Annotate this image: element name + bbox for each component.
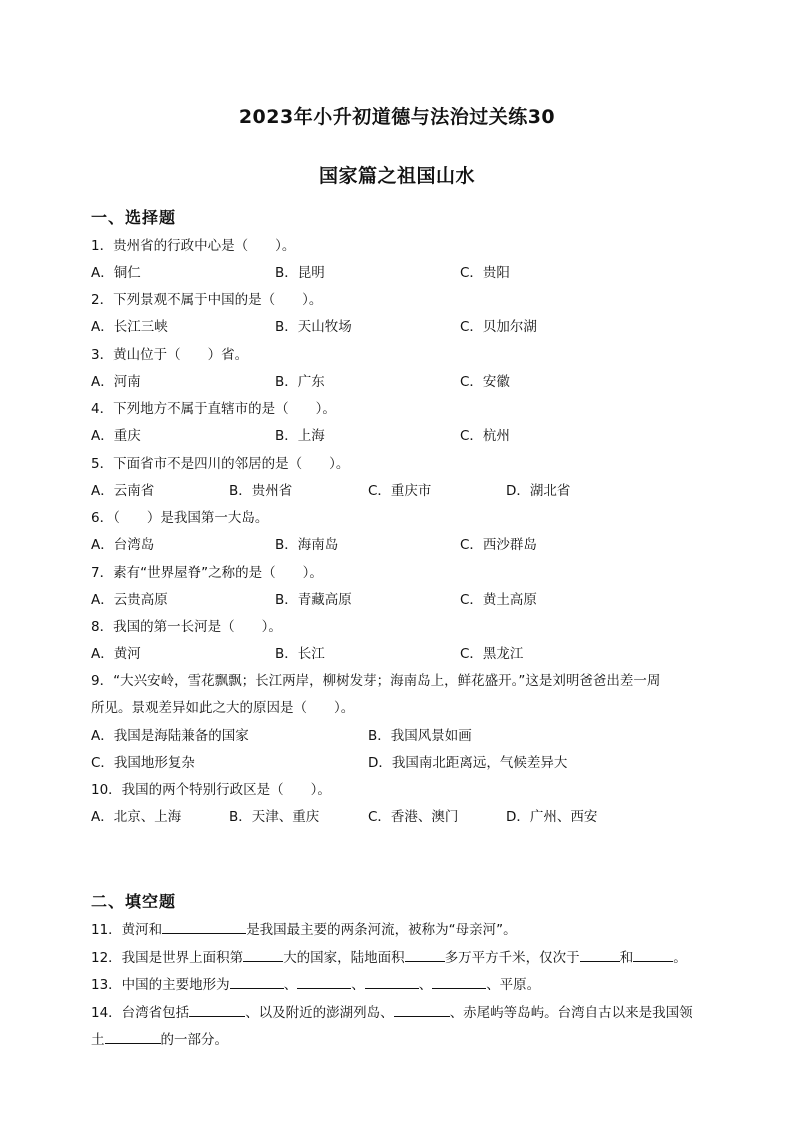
option: B．天山牧场 xyxy=(275,319,352,335)
option: A．云贵高原 xyxy=(91,592,168,608)
answer-blank[interactable] xyxy=(580,947,620,962)
question-stem: 6．（ ）是我国第一大岛。 xyxy=(91,510,269,526)
option: A．河南 xyxy=(91,374,141,390)
question-stem-continued: 所见。景观差异如此之大的原因是（ ）。 xyxy=(91,700,355,716)
answer-blank[interactable] xyxy=(189,1002,245,1017)
fill-question: 11．黄河和 是我国最主要的两条河流，被称为“母亲河”。 xyxy=(91,919,711,939)
fill-question: 13．中国的主要地形为 、 、 、 、平原。 xyxy=(91,974,711,994)
option: B．昆明 xyxy=(275,265,325,281)
option: B．广东 xyxy=(275,374,325,390)
option: D．湖北省 xyxy=(506,483,571,499)
answer-blank[interactable] xyxy=(243,947,283,962)
option: D．我国南北距离远，气候差异大 xyxy=(368,755,568,771)
fill-question-continued: 土 的一部分。 xyxy=(91,1029,711,1049)
question-stem: 8．我国的第一长河是（ ）。 xyxy=(91,619,282,635)
question-stem: 5．下面省市不是四川的邻居的是（ ）。 xyxy=(91,456,350,472)
fill-question: 12．我国是世界上面积第 大的国家，陆地面积 多万平方千米，仅次于 和 。 xyxy=(91,947,711,967)
page-title: 2023年小升初道德与法治过关练30 xyxy=(238,106,556,128)
option: C．黑龙江 xyxy=(460,646,524,662)
answer-blank[interactable] xyxy=(633,947,673,962)
option: C．我国地形复杂 xyxy=(91,755,195,771)
option: B．我国风景如画 xyxy=(368,728,472,744)
section-heading-choice: 一、选择题 xyxy=(91,208,177,227)
option: A．黄河 xyxy=(91,646,141,662)
answer-blank[interactable] xyxy=(230,974,284,989)
question-stem: 1．贵州省的行政中心是（ ）。 xyxy=(91,238,296,254)
question-stem: 2．下列景观不属于中国的是（ ）。 xyxy=(91,292,323,308)
answer-blank[interactable] xyxy=(365,974,419,989)
option: C．香港、澳门 xyxy=(368,809,459,825)
page-subtitle: 国家篇之祖国山水 xyxy=(318,165,475,187)
fill-question: 14．台湾省包括 、以及附近的澎湖列岛、 、赤尾屿等岛屿。台湾自古以来是我国领 xyxy=(91,1002,711,1022)
option: B．长江 xyxy=(275,646,325,662)
answer-blank[interactable] xyxy=(405,947,445,962)
question-stem: 9．“大兴安岭，雪花飘飘；长江两岸，柳树发芽；海南岛上，鲜花盛开。”这是刘明爸爸出差一周 xyxy=(91,673,661,689)
answer-blank[interactable] xyxy=(394,1002,450,1017)
question-stem: 3．黄山位于（ ）省。 xyxy=(91,347,249,363)
option: C．贝加尔湖 xyxy=(460,319,537,335)
option: C．贵阳 xyxy=(460,265,510,281)
option: A．长江三峡 xyxy=(91,319,168,335)
option: C．黄土高原 xyxy=(460,592,537,608)
question-stem: 4．下列地方不属于直辖市的是（ ）。 xyxy=(91,401,336,417)
option: B．贵州省 xyxy=(229,483,293,499)
option: B．上海 xyxy=(275,428,325,444)
option: A．北京、上海 xyxy=(91,809,182,825)
option: C．安徽 xyxy=(460,374,510,390)
section-heading-fill: 二、填空题 xyxy=(91,892,177,911)
option: C．杭州 xyxy=(460,428,510,444)
option: B．天津、重庆 xyxy=(229,809,320,825)
answer-blank[interactable] xyxy=(105,1029,161,1044)
answer-blank[interactable] xyxy=(432,974,486,989)
option: A．云南省 xyxy=(91,483,155,499)
option: A．铜仁 xyxy=(91,265,141,281)
option: C．重庆市 xyxy=(368,483,432,499)
question-stem: 10．我国的两个特别行政区是（ ）。 xyxy=(91,782,331,798)
option: B．海南岛 xyxy=(275,537,339,553)
answer-blank[interactable] xyxy=(162,919,246,934)
option: C．西沙群岛 xyxy=(460,537,537,553)
option: A．我国是海陆兼备的国家 xyxy=(91,728,249,744)
question-stem: 7．素有“世界屋脊”之称的是（ ）。 xyxy=(91,565,323,581)
option: A．台湾岛 xyxy=(91,537,155,553)
option: B．青藏高原 xyxy=(275,592,352,608)
answer-blank[interactable] xyxy=(297,974,351,989)
option: A．重庆 xyxy=(91,428,141,444)
option: D．广州、西安 xyxy=(506,809,598,825)
